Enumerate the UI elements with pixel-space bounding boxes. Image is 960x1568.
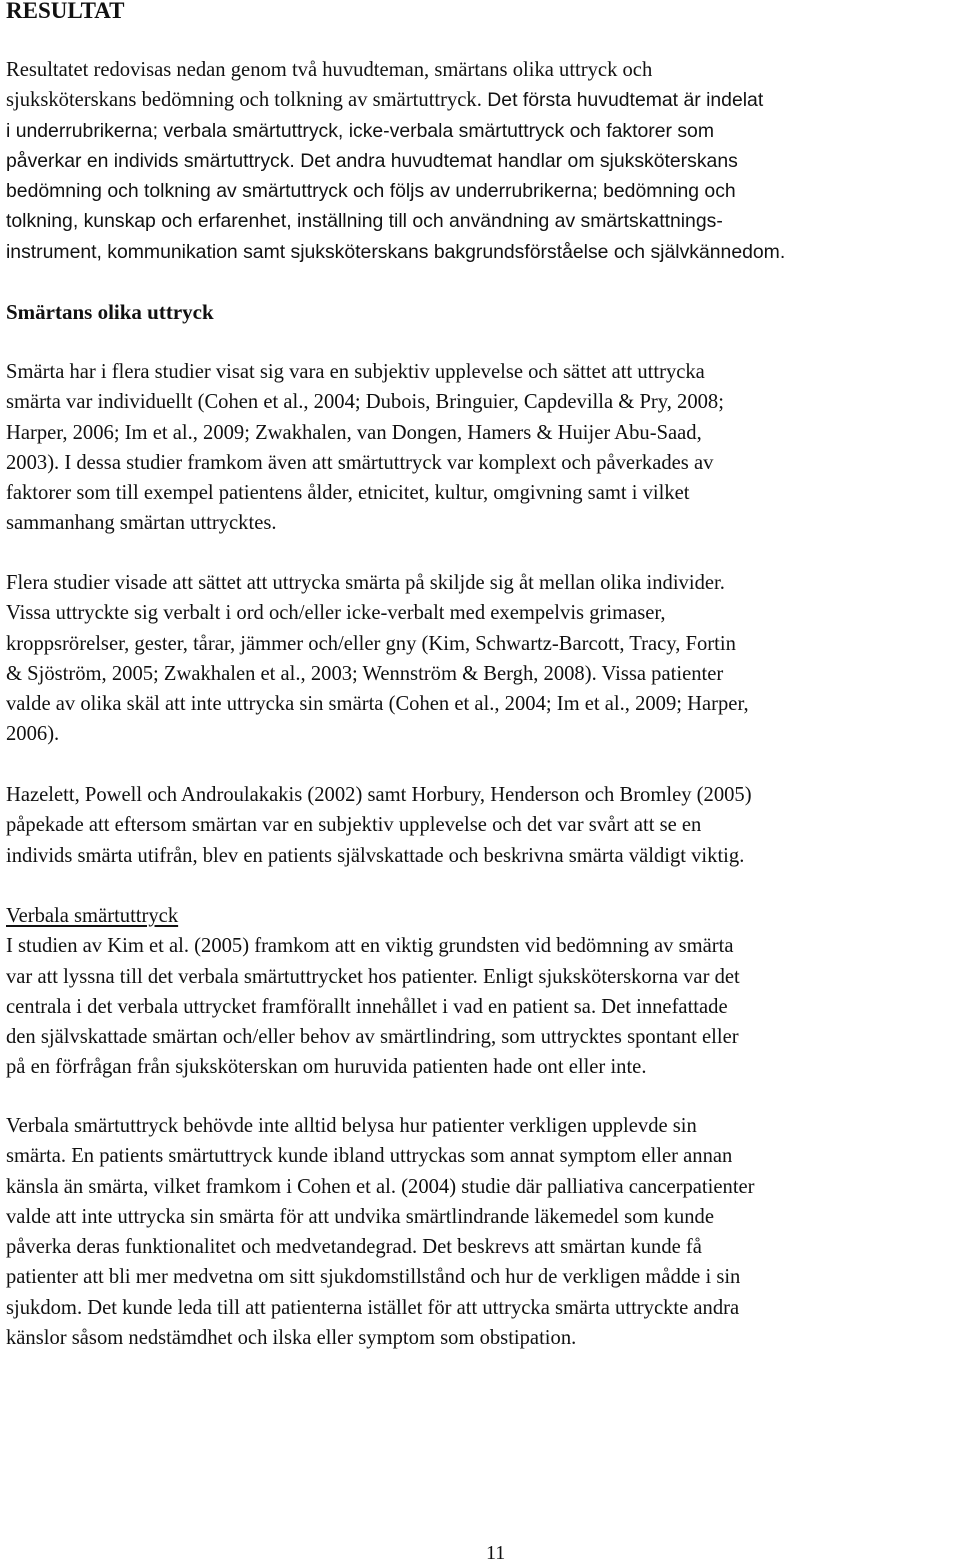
- page-number: 11: [486, 1542, 506, 1564]
- paragraph-line: sjukdom. Det kunde leda till att patienterna istället för att uttrycka smärta uttryckte andra: [6, 1296, 740, 1319]
- paragraph-line: 2003). I dessa studier framkom även att smärtuttryck var komplext och påverkades av: [6, 451, 714, 474]
- intro-line-4-tail: Det andra huvudtemat handlar om sjuksköterskans: [294, 149, 738, 172]
- intro-line-5: bedömning och tolkning av smärtuttryck och följs av underrubrikerna; bedömning och: [6, 180, 736, 203]
- paragraph-line: sammanhang smärtan uttrycktes.: [6, 512, 277, 535]
- paragraph-line: var att lyssna till det verbala smärtuttrycket hos patienter. Enligt sjuksköterskorna var det: [6, 965, 740, 988]
- paragraph-1: [6, 357, 958, 539]
- section-heading: Smärtans olika uttryck: [6, 300, 214, 324]
- paragraph-line: patienter att bli mer medvetna om sitt sjukdomstillstånd och hur de verkligen mådde i sin: [6, 1266, 741, 1289]
- paragraph-line: I studien av Kim et al. (2005) framkom att en viktig grundsten vid bedömning av smärta: [6, 935, 734, 958]
- subsection-heading: Verbala smärtuttryck: [6, 905, 179, 927]
- paragraph-line: centrala i det verbala uttrycket framförallt innehållet i vad en patient sa. Det innefattade: [6, 995, 728, 1018]
- paragraph-line: Vissa uttryckte sig verbalt i ord och/eller icke-verbalt med exempelvis grimaser,: [6, 602, 666, 625]
- paragraph-line: Flera studier visade att sättet att uttrycka smärta på skiljde sig åt mellan olika individer.: [6, 572, 725, 594]
- paragraph-line: & Sjöström, 2005; Zwakhalen et al., 2003; Wennström & Bergh, 2008). Vissa patienter: [6, 662, 724, 685]
- intro-paragraph: [6, 55, 958, 267]
- paragraph-line: faktorer som till exempel patientens ålder, etnicitet, kultur, omgivning samt i vilket: [6, 482, 690, 505]
- intro-line-2-serif: sjuksköterskans bedömning och tolkning av smärtuttryck.: [6, 89, 482, 112]
- paragraph-line: 2006).: [6, 723, 60, 746]
- paragraph-line: den självskattade smärtan och/eller behov av smärtlindring, som uttrycktes spontant eller: [6, 1026, 739, 1049]
- paragraph-line: Hazelett, Powell och Androulakakis (2002) samt Horbury, Henderson och Bromley (2005): [6, 784, 752, 806]
- main-heading: RESULTAT: [6, 0, 125, 23]
- paragraph-line: känsla än smärta, vilket framkom i Cohen et al. (2004) studie där palliativa cancerpatienter: [6, 1175, 755, 1198]
- intro-line-2-sans: Det första huvudtemat är indelat: [481, 89, 764, 112]
- paragraph-line: valde av olika skäl att inte uttrycka sin smärta (Cohen et al., 2004; Im et al., 2009; Harper,: [6, 693, 749, 716]
- paragraph-line: individs smärta utifrån, blev en patients självskattade och beskrivna smärta väldigt viktig.: [6, 844, 745, 867]
- paragraph-line: känslor såsom nedstämdhet och ilska eller symptom som obstipation.: [6, 1327, 577, 1350]
- paragraph-3: [6, 780, 958, 871]
- paragraph-line: smärta var individuellt (Cohen et al., 2004; Dubois, Bringuier, Capdevilla & Pry, 2008;: [6, 391, 724, 414]
- paragraph-5: [6, 1111, 958, 1353]
- paragraph-line: kroppsrörelser, gester, tårar, jämmer och/eller gny (Kim, Schwartz-Barcott, Tracy, Fortin: [6, 632, 736, 655]
- paragraph-line: Harper, 2006; Im et al., 2009; Zwakhalen, van Dongen, Hamers & Huijer Abu-Saad,: [6, 421, 702, 444]
- intro-line-7: instrument, kommunikation samt sjuksköterskans bakgrundsförståelse och självkännedom.: [6, 240, 786, 263]
- intro-line-4: [6, 146, 958, 176]
- paragraph-line: valde att inte uttrycka sin smärta för att undvika smärtlindrande läkemedel som kunde: [6, 1205, 714, 1228]
- paragraph-line: smärta. En patients smärtuttryck kunde ibland uttryckas som annat symptom eller annan: [6, 1145, 733, 1168]
- intro-line-1: Resultatet redovisas nedan genom två huvudteman, smärtans olika uttryck och: [6, 59, 653, 81]
- intro-line-3: i underrubrikerna; verbala smärtuttryck, icke-verbala smärtuttryck och faktorer som: [6, 119, 714, 142]
- paragraph-line: på en förfrågan från sjuksköterskan om huruvida patienten hade ont eller inte.: [6, 1056, 647, 1079]
- subheading-line: [6, 901, 958, 931]
- paragraph-line: Smärta har i flera studier visat sig vara en subjektiv upplevelse och sättet att uttrycka: [6, 361, 705, 383]
- paragraph-line: påpekade att eftersom smärtan var en subjektiv upplevelse och det var svårt att se en: [6, 814, 702, 837]
- paragraph-line: Verbala smärtuttryck behövde inte alltid belysa hur patienter verkligen upplevde sin: [6, 1115, 697, 1137]
- intro-line-2: [6, 85, 958, 115]
- intro-line-6: tolkning, kunskap och erfarenhet, inställning till och användning av smärtskattnings-: [6, 210, 723, 233]
- paragraph-2: [6, 568, 958, 750]
- paragraph-line: påverka deras funktionalitet och medvetandegrad. Det beskrevs att smärtan kunde få: [6, 1236, 702, 1259]
- intro-line-4-start: påverkar en individs smärtuttryck.: [6, 149, 295, 172]
- paragraph-4: [6, 901, 958, 1083]
